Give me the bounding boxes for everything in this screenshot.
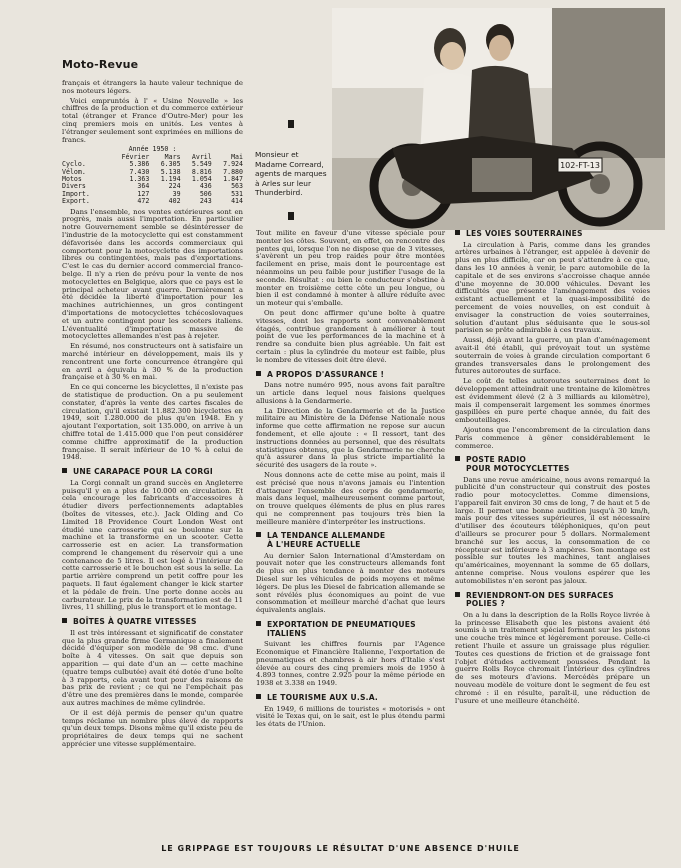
table-cell: 6.305	[160, 160, 181, 169]
table-cell: 563	[231, 182, 243, 191]
production-table	[62, 146, 243, 205]
table-row	[62, 198, 243, 205]
table-row	[62, 176, 243, 183]
paragraph: La circulation à Paris, comme dans les grandes artères urbaines à l'étranger, est appelée à devenir de plus en plus difficile, car on peut s'attendre à ce que, dans les 10 années à venir, le parc automobile de la capitale et de ses environs s'accroisse chaque année d'une moyenne de 30.000 véhicules. Devant les difficultés que présente l'aménagement des voies existant actuellement et la quasi-impossibilité de percement de voies nouvelles, on est conduit à envisager la construction de voies souterraines, solution d'autant plus séduisante que le sous-sol parisien se prête admirable à ces travaux.	[455, 240, 650, 335]
section-heading-text: REVIENDRONT-ON DES SURFACES	[466, 590, 614, 600]
footer-slogan: LE GRIPPAGE EST TOUJOURS LE RÉSULTAT D'UNE ABSENCE D'HUILE	[161, 844, 520, 853]
table-cell: 414	[231, 197, 243, 206]
section-heading-subtext: POUR MOTOCYCLETTES	[466, 463, 570, 473]
section-heading	[62, 618, 243, 627]
paragraph: Dans notre numéro 995, nous avons fait paraître un article dans lequel nous faisions quelques allusions à la Gendarmerie.	[256, 381, 445, 405]
paragraph: En ce qui concerne les bicyclettes, il n'existe pas de statistique de production. On a pu seulement constater, d'après la vente des cartes fiscales de circulation, qu'il existait 11.882.300 bicyclettes en 1949, soit 1.280.000 de plus qu'en 1948. En y ajoutant l'exportation, soit 135.000, on arrive à un chiffre total de 1.415.000 que l'on peut considérer comme chiffre approximatif de la production française. Il serait inférieur de 10 % à celui de 1948.	[62, 383, 243, 462]
table-cell: 39	[172, 189, 181, 198]
paragraph: Nous donnons acte de cette mise au point, mais il est précisé que nous n'avons jamais eu l'intention d'attaquer l'ensemble des corps de gendarmerie, mais dans lequel, malheureusement comme partout, on trouve quelques éléments de plus en plus rares qui ne comprennent pas toujours très bien la meilleure manière d'interpréter les instructions.	[256, 470, 445, 526]
section-heading-subtext: POLIES ?	[466, 599, 505, 609]
table-cell: 506	[199, 189, 212, 198]
table-cell: 472	[137, 197, 150, 206]
paragraph: On peut donc affirmer qu'une boîte à quatre vitesses, dont les rapports sont convenablement étagés, contribue grandement à améliorer à tout point de vue les performances de la machine et à rendre sa conduite bien plus agréable. Un fait est certain : plus la cylindrée du moteur est faible, plus le nombre de vitesses doit être élevé.	[256, 308, 445, 364]
table-cell: Cyclo.	[62, 160, 86, 169]
table-header-row	[62, 154, 243, 161]
table-caption: Année 1950 :	[128, 145, 177, 154]
table-cell: Divers	[62, 182, 86, 191]
table-cell: 402	[168, 197, 181, 206]
paragraph: En résumé, nos constructeurs ont à satisfaire un marché intérieur en développement, mais ils y rencontrent une forte concurrence étrangère qui en avril a équivalu à 30 % de la production française et à 30 % en mai.	[62, 342, 243, 382]
column-3	[455, 230, 650, 707]
table-cell: Import.	[62, 189, 90, 198]
paragraph: On a lu dans la description de la Rolls Royce livrée à la princesse Elisabeth que les pistons avaient été soumis à un traitement spécial formant sur les pistons une couche très mince et légèrement poreuse. Celle-ci retient l'huile et assure un graissage plus régulier. Toutes ces questions de friction et de graissage font l'objet d'études activement poussées. Pendant la guerre Rolls Royce chromait l'intérieur des cylindres de ses moteurs d'avions. Mercédès prépare un nouveau modèle de voiture dont le segment de feu est chromé : il en résulte, paraît-il, une réduction de l'usure et une meilleure étanchéité.	[455, 610, 650, 705]
section-heading	[455, 456, 650, 473]
table-cell: 5.386	[129, 160, 150, 169]
section-heading-text: EXPORTATION DE PNEUMATIQUES	[267, 620, 416, 630]
paragraph: Voici empruntés à l' « Usine Nouvelle » les chiffres de la production et du commerce extérieur total (étranger et France d'Outre-Mer) pour les cinq premiers mois en unités. Les ventes à l'étranger seulement sont exprimées en millions de francs.	[62, 96, 243, 144]
table-cell: 1.194	[160, 175, 181, 183]
table-cell: 1.054	[191, 175, 212, 183]
table-cell: 5.138	[160, 167, 181, 176]
section-heading-text: LE TOURISME AUX U.S.A.	[267, 693, 379, 703]
section-heading-text: BOÎTES À QUATRE VITESSES	[73, 617, 197, 627]
paragraph: Suivant les chiffres fournis par l'Agence Economique et Financière Italienne, l'exportation de pneumatiques et chambres à air hors d'Italie s'est élevée au cours des cinq premiers mois de 1950 à 4.893 tonnes, contre 2.925 pour la même période en 1938 et 3.338 en 1949.	[256, 640, 445, 688]
bullet-square-icon	[256, 694, 261, 699]
paragraph: français et étrangers la haute valeur technique de nos moteurs légers.	[62, 79, 243, 95]
paragraph: Au dernier Salon International d'Amsterdam on pouvait noter que les constructeurs allemands font de plus en plus tendance à monter des moteurs Diesel sur les véhicules de poids moyens et même légers. De plus les Diesel de fabrication allemande se sont révélés plus économiques au point de vue consommation et meilleur marché d'achat que leurs équivalents anglais.	[256, 551, 445, 615]
bullet-square-icon	[256, 371, 261, 376]
table-cell: 5.549	[191, 160, 212, 169]
magazine-header: Moto-Revue	[62, 58, 139, 71]
photo-couple-on-motorcycle	[332, 8, 665, 230]
section-heading	[256, 694, 445, 703]
bullet-square-icon	[62, 468, 67, 473]
section-heading-text: LA TENDANCE ALLEMANDE	[267, 531, 386, 541]
table-header-cell: Avril	[191, 152, 212, 161]
table-cell: Export.	[62, 197, 90, 206]
bullet-square-icon	[455, 592, 460, 597]
paragraph: La Direction de la Gendarmerie et de la Justice militaire au Ministère de la Défense Nationale nous informe que cette affirmation ne repose sur aucun fondement, et elle ajoute : « Il ressort, tant des instructions données au personnel, que des résultats statistiques obtenus, que la Gendarmerie ne cherche qu'à assurer dans la plus stricte impartialité la sécurité des usagers de la route ».	[256, 406, 445, 470]
table-header-cell: Mars	[164, 152, 181, 161]
table-cell: 1.847	[223, 175, 243, 183]
photo-illustration	[332, 8, 665, 230]
bullet-square-icon	[256, 532, 261, 537]
table-cell: 436	[199, 182, 212, 191]
paragraph: En 1949, 6 millions de touristes « motorisés » ont visité le Texas qui, on le sait, est le plus étendu parmi les états de l'Union.	[256, 704, 445, 729]
separator-square	[288, 120, 294, 128]
paragraph: Aussi, déjà avant la guerre, un plan d'aménagement avait-il été établi, qui prévoyait tout un système souterrain de voies à grande circulation comportant 6 grandes transversales dans le prolongement des futures autoroutes de surface.	[455, 336, 650, 376]
section-heading-text: A PROPOS D'ASSURANCE !	[267, 369, 385, 379]
paragraph: Ajoutons que l'encombrement de la circulation dans Paris commence à gêner considérablement le commerce.	[455, 425, 650, 450]
column-2	[256, 230, 445, 731]
section-heading	[256, 371, 445, 380]
table-cell: 224	[168, 182, 181, 191]
table-cell: 7.924	[223, 160, 243, 169]
bullet-square-icon	[62, 618, 67, 623]
license-plate: 102-FT-13	[560, 161, 600, 170]
section-heading-subtext: ITALIENS	[267, 628, 307, 638]
table-cell: 8.816	[191, 167, 212, 176]
photo-caption: Monsieur et Madame Correard, agents de marques à Arles sur leur Thunderbird.	[255, 150, 327, 197]
table-cell: 1.363	[129, 175, 150, 183]
section-heading	[455, 592, 650, 609]
paragraph: Il est très intéressant et significatif de constater que la plus grande firme Germanique a finalement décidé d'équiper son modèle de 98 cmc. d'une boîte à 4 vitesses. On sait que depuis son apparition — qui date d'un an — cette machine (quatre temps culbutée) avait été dotée d'une boîte à 3 rapports, cela avant tout pour des raisons de bas prix de revient ; ce qui ne l'empêchait pas d'être une des premières dans le monde, comparée aux autres machines de même cylindrée.	[62, 628, 243, 708]
section-heading-text: LES VOIES SOUTERRAINES	[466, 229, 583, 238]
table-cell: 127	[137, 189, 150, 198]
separator-square	[288, 212, 294, 220]
table-header-cell: Février	[121, 152, 150, 161]
section-heading-subtext: À L'HEURE ACTUELLE	[267, 540, 361, 550]
section-heading	[455, 230, 650, 239]
paragraph: Tout milite en faveur d'une vitesse spéciale pour monter les côtes. Souvent, en effet, on rencontre des pentes qui, lorsque l'on ne dispose que de 3 vitesses, s'avèrent un peu trop raides pour être montées facilement en prise, mais dont le pourcentage est néanmoins un peu faible pour justifier l'usage de la seconde. Résultat : ou bien le conducteur s'obstine à monter en troisième cette côte un peu longue, ou bien il est condamné à monter à allure réduite avec un moteur qui s'emballe.	[256, 229, 445, 308]
table-cell: 7.430	[129, 167, 150, 176]
section-heading-text: POSTE RADIO	[466, 455, 527, 465]
table-cell: Vélom.	[62, 167, 86, 176]
column-1	[62, 80, 243, 751]
section-heading	[256, 532, 445, 549]
table-header-cell: Mai	[231, 152, 243, 161]
paragraph: Dans une revue américaine, nous avons remarqué la publicité d'un constructeur qui construit des postes radio pour motocyclettes. Comme dimensions, l'appareil fait environ 30 cms de long, 7 de haut et 5 de large. Il permet une bonne audition jusqu'à 30 km/h, mais pour des vitesses supérieures, il est nécessaire d'utiliser des écouteurs téléphoniques, qu'on peut d'ailleurs se procurer pour 5 dollars. Normalement branché sur les accus, la consommation de ce récepteur est inférieure à 3 ampères. Son montage est possible sur toutes les machines, tant anglaises qu'américaines, moyennant la somme de 65 dollars, antenne comprise. Nous voulons espérer que les automobilistes n'en seront pas jaloux.	[455, 475, 650, 585]
paragraph: Dans l'ensemble, nos ventes extérieures sont en progrès, mais aussi l'importation. En particulier notre Gouvernement semble se désintéresser de l'industrie de la motocyclette qui est constamment défavorisée dans les accords commerciaux qui comportent pour la motocyclette des importations libres ou contingentées, mais pas d'exportations. C'est le cas du dernier accord commercial franco-belge. Il n'y a rien de prévu pour la vente de nos motocyclettes en Belgique, alors que ce pays est le principal acheteur avant guerre. Dernièrement a été décidée la liberté d'importation pour les machines autrichiennes, un gros contingent d'importations de motocyclettes tchécoslovaques et un autre contingent pour les scooters italiens. L'éventualité d'importation massive de motocyclettes allemandes n'est pas à rejeter.	[62, 207, 243, 341]
table-cell: 243	[199, 197, 212, 206]
bullet-square-icon	[256, 621, 261, 626]
bullet-square-icon	[455, 230, 460, 235]
table-cell: 7.880	[223, 167, 243, 176]
table-row	[62, 169, 243, 176]
paragraph: La Corgi connaît un grand succès en Angleterre puisqu'il y en a plus de 10.000 en circulation. Et cela encourage les fabricants d'accessoires à étudier divers perfectionnements adaptables (boîtes de vitesses, etc.). Jack Olding and Co Limited 18 Providence Court London West ont étudié une carrosserie qui se boulonne sur la machine et la transforme en un scooter. Cette carrosserie est en acier. La transformation comprend le changement du réservoir qui a une contenance de 5 litres. Il est logé à l'intérieur de cette carrosserie et le bouchon est sous la selle. La partie arrière comprend un petit coffre pour les paquets. Il faut également changer le kick starter et la pédale de frein. Une porte donne accès au carburateur. Le prix de la transformation est de 11 livres, 11 shilling, plus le transport et le montage.	[62, 478, 243, 612]
table-row	[62, 161, 243, 168]
paragraph: Le coût de telles autoroutes souterraines dont le développement atteindrait une trentaine de kilomètres est évidemment élevé (2 à 3 milliards au kilomètre), mais il compenserait largement les sommes énormes gaspillées en pure perte chaque année, du fait des embouteillages.	[455, 377, 650, 425]
section-heading	[256, 621, 445, 638]
bullet-square-icon	[455, 456, 460, 461]
section-heading-text: UNE CARAPACE POUR LA CORGI	[73, 467, 213, 477]
table-cell: 531	[231, 189, 243, 198]
table-cell: 364	[137, 182, 150, 191]
paragraph: Or il est déjà permis de penser qu'un quatre temps réclame un nombre plus élevé de rapports qu'un deux temps. Disons même qu'il existe peu de propriétaires de deux temps qui ne sachent apprécier une vitesse supplémentaire.	[62, 708, 243, 749]
section-heading	[62, 468, 243, 477]
table-cell: Motos	[62, 175, 82, 183]
